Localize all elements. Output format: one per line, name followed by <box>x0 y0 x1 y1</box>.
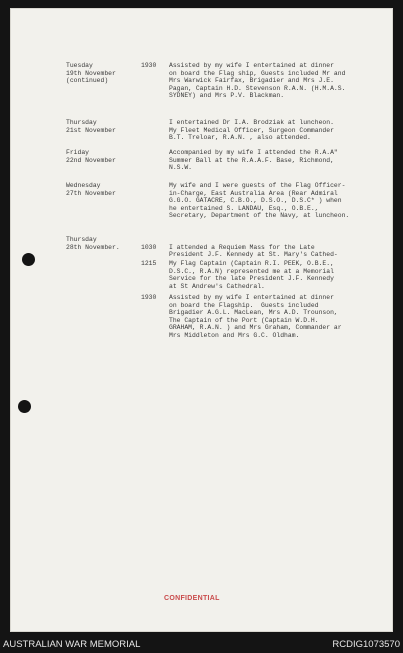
entry-text <box>169 244 391 259</box>
entry-text-line: My Flag Captain (Captain R.I. PEEK, O.B.E., <box>169 260 334 267</box>
entry-text-line: G.G.O. GATACRE, C.B.O., D.S.O., D.S.C* ) when <box>169 197 342 205</box>
entry-date <box>66 62 116 85</box>
entry-date-line: Thursday <box>66 119 97 126</box>
entry-text <box>169 182 391 220</box>
entry-date-line: Friday <box>66 149 90 156</box>
entry-text-line: N.S.W. <box>169 164 193 172</box>
entry-time: 1030 <box>141 243 157 251</box>
entry-text <box>169 149 391 172</box>
entry-time: 1215 <box>141 260 157 267</box>
entry-date <box>66 149 116 164</box>
entry-date-line: 22nd November <box>66 156 116 164</box>
entry-text-line: Service for the late President J.F. Kennedy <box>169 275 334 283</box>
entry-time: 1930 <box>141 62 157 69</box>
entry-text-line: My Fleet Medical Officer, Surgeon Commander <box>169 126 334 134</box>
document-page <box>10 8 393 632</box>
entry-text-line: SYDNEY) and Mrs P.V. Blackman. <box>169 92 285 100</box>
entry-date-line: 28th November. <box>66 243 120 251</box>
entry-text-line: I attended a Requiem Mass for the Late <box>169 243 315 251</box>
entry-date-line: (continued) <box>66 77 109 85</box>
entry-text <box>169 62 391 100</box>
entry-date-line: 27th November <box>66 189 116 197</box>
entry-text-line: Assisted by my wife I entertained at dinner <box>169 294 334 301</box>
entry-date-line: 21st November <box>66 126 116 134</box>
entry-text-line: President J.F. Kennedy at St. Mary's Cathed- <box>169 251 338 259</box>
entry-date <box>66 119 116 134</box>
entry-text-line: Secretary, Department of the Navy, at luncheon. <box>169 212 350 220</box>
entry-text-line: in-Charge, East Australia Area (Rear Admiral <box>169 189 338 197</box>
entry-text-line: My wife and I were guests of the Flag Officer- <box>169 182 346 189</box>
footer-bar <box>0 632 403 653</box>
entry-text-line: at St Andrew's Cathedral. <box>169 282 265 290</box>
confidential-stamp: CONFIDENTIAL <box>164 595 220 602</box>
entry-text-line: on board the Flag ship, Guests included Mr and <box>169 69 346 77</box>
entry-text-line: Mrs Warwick Fairfax, Brigadier and Mrs J.E. <box>169 77 334 85</box>
entry-text-line: Mrs Middleton and Mrs G.C. Oldham. <box>169 331 300 339</box>
entry-date-line: Tuesday <box>66 62 93 69</box>
entry-text-line: Brigadier A.G.L. MacLean, Mrs A.D. Trounson, <box>169 309 338 317</box>
entry-text <box>169 294 391 340</box>
punch-hole <box>22 253 35 266</box>
entry-date <box>66 236 120 251</box>
entry-text-line: The Captain of the Port (Captain W.D.H. <box>169 316 319 324</box>
entry-time: 1930 <box>141 294 157 301</box>
punch-hole <box>18 400 31 413</box>
entry-text-line: Pagan, Captain H.D. Stevenson R.A.N. (H.M.A.S. <box>169 84 346 92</box>
entry-text-line: I entertained Dr I.A. Brodziak at luncheon. <box>169 119 334 126</box>
footer-source: AUSTRALIAN WAR MEMORIAL <box>3 639 141 650</box>
entry-date-line: Wednesday <box>66 182 101 189</box>
entry-date <box>66 182 116 197</box>
entry-text <box>169 260 391 290</box>
footer-record-id: RCDIG1073570 <box>332 639 400 650</box>
entry-date-line: Thursday <box>66 236 97 243</box>
entry-date-line: 19th November <box>66 69 116 77</box>
entry-text-line: GRAHAM, R.A.N. ) and Mrs Graham, Commander ar <box>169 324 342 332</box>
entry-text-line: on board the Flagship. Guests included <box>169 301 319 309</box>
entry-text-line: Accompanied by my wife I attended the R.A.A" <box>169 149 338 156</box>
entry-text-line: Assisted by my wife I entertained at dinner <box>169 62 334 69</box>
entry-text-line: Summer Ball at the R.A.A.F. Base, Richmond, <box>169 156 334 164</box>
entry-text-line: D.S.C., R.A.N) represented me at a Memorial <box>169 267 334 275</box>
entry-text <box>169 119 391 142</box>
entry-text-line: he entertained S. LANDAU, Esq., O.B.E., <box>169 204 319 212</box>
entry-text-line: B.T. Treloar, R.A.N. , also attended. <box>169 134 311 142</box>
